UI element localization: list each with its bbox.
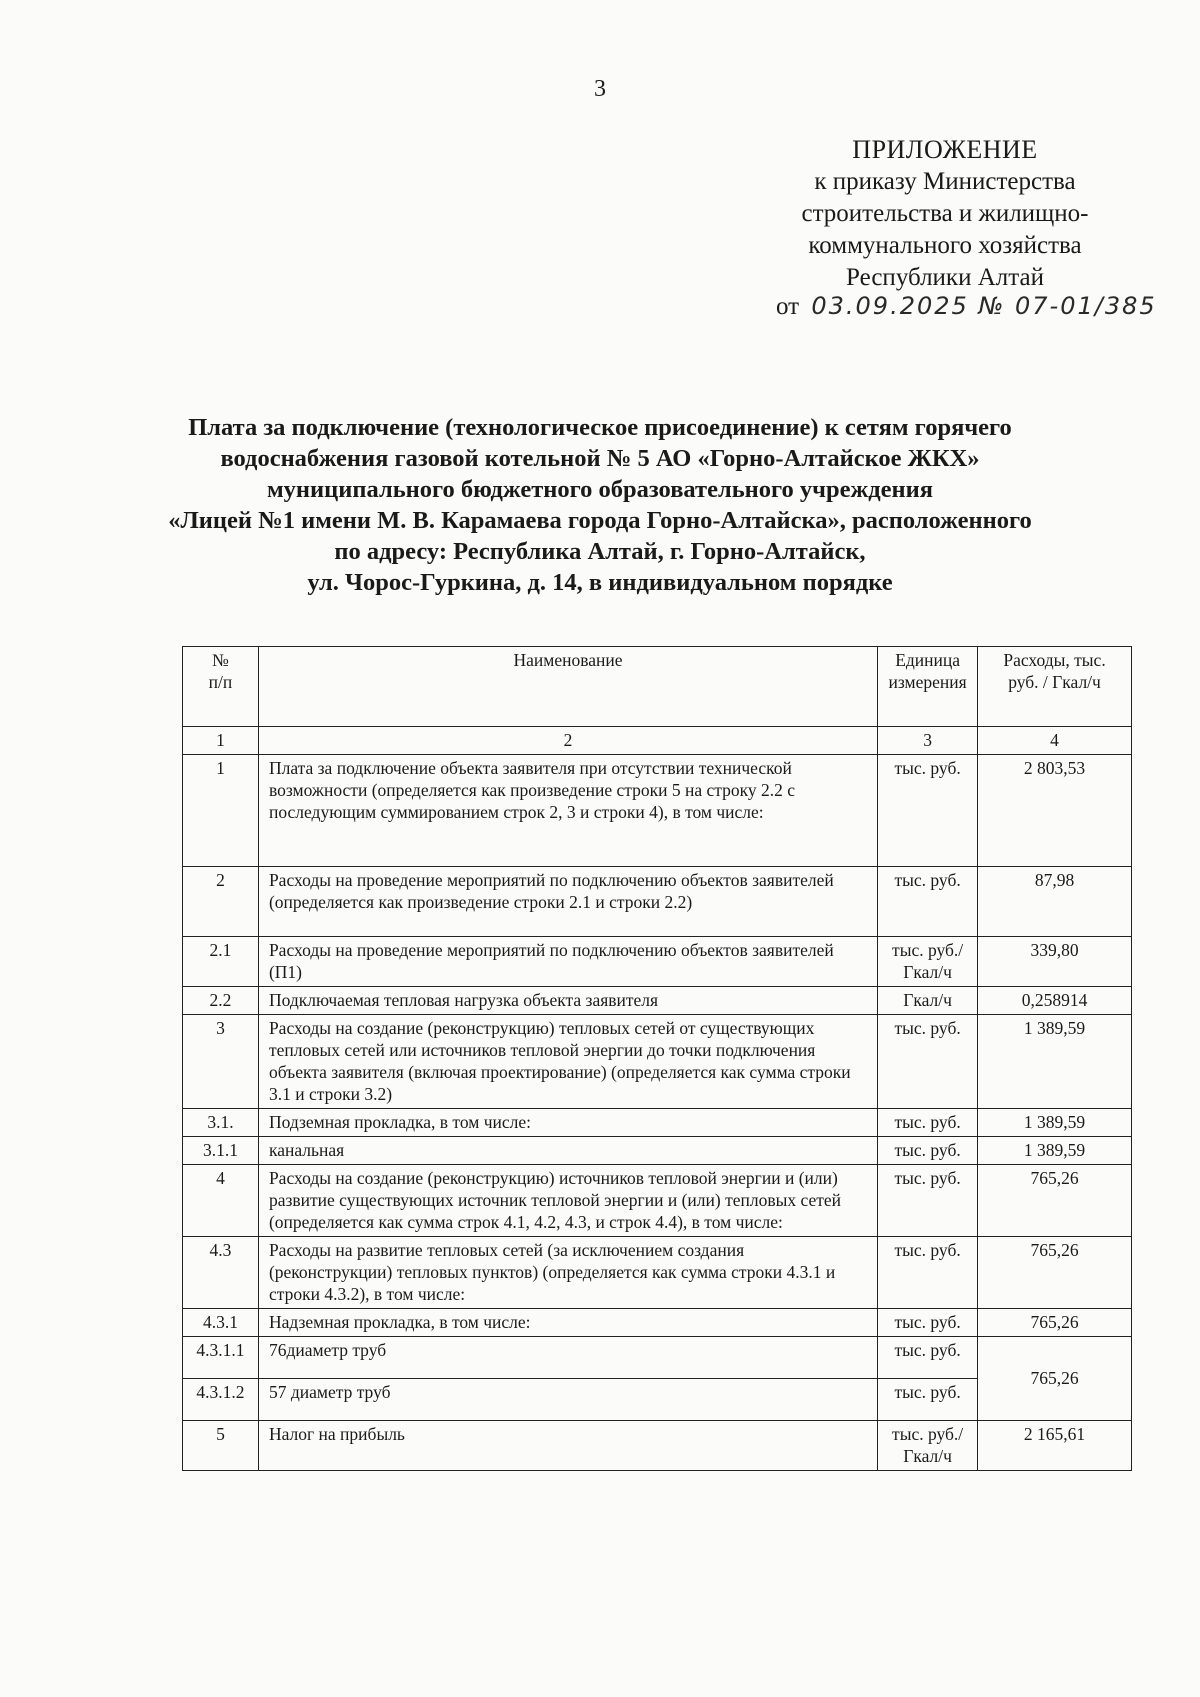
column-number: 4: [978, 727, 1132, 755]
row-value: 339,80: [978, 937, 1132, 987]
row-unit: тыс. руб.: [878, 1015, 978, 1109]
row-unit: тыс. руб.: [878, 1379, 978, 1421]
column-number: 1: [183, 727, 259, 755]
row-unit: тыс. руб.: [878, 1237, 978, 1309]
fee-table: [182, 646, 1132, 1471]
row-value: 2 165,61: [978, 1421, 1132, 1471]
row-name: Расходы на проведение мероприятий по подключению объектов заявителей (П1): [258, 937, 877, 987]
appendix-line-4: Республики Алтай: [846, 264, 1044, 291]
row-value: 1 389,59: [978, 1015, 1132, 1109]
row-unit: тыс. руб.: [878, 867, 978, 937]
header-num-line-2: п/п: [208, 672, 233, 692]
handwritten-date-number: 03.09.2025 № 07-01/385: [811, 292, 1157, 320]
table-row: [183, 1309, 1132, 1337]
title-line-1: Плата за подключение (технологическое присоединение) к сетям горячего: [188, 414, 1012, 441]
row-num: 5: [183, 1421, 259, 1471]
row-num: 2.2: [183, 987, 259, 1015]
header-unit-line-2: измерения: [888, 672, 967, 692]
row-unit: тыс. руб.: [878, 1137, 978, 1165]
table-row: [183, 1109, 1132, 1137]
row-name: Подземная прокладка, в том числе:: [258, 1109, 877, 1137]
row-name: канальная: [258, 1137, 877, 1165]
row-unit: Гкал/ч: [878, 987, 978, 1015]
row-num: 4.3: [183, 1237, 259, 1309]
row-name: Расходы на создание (реконструкцию) источников тепловой энергии и (или) развитие существующих источник тепловой энергии и (или) тепловых сетей (определяется как сумма строк 4.1, 4.2, 4.3, и строк 4.4), в том числе:: [258, 1165, 877, 1237]
document-title: [150, 412, 1050, 598]
table-row: [183, 1421, 1132, 1471]
column-number: 3: [878, 727, 978, 755]
header-name: Наименование: [258, 647, 877, 727]
row-num: 4.3.1: [183, 1309, 259, 1337]
appendix-heading: ПРИЛОЖЕНИЕ: [852, 135, 1038, 164]
appendix-line-2: строительства и жилищно-: [801, 200, 1089, 227]
row-unit: тыс. руб.: [878, 1337, 978, 1379]
header-num: [183, 647, 259, 727]
row-value: 2 803,53: [978, 755, 1132, 867]
row-name: 57 диаметр труб: [258, 1379, 877, 1421]
table-row: [183, 1237, 1132, 1309]
row-value-merged: 765,26: [978, 1337, 1132, 1421]
row-unit: тыс. руб./ Гкал/ч: [878, 937, 978, 987]
appendix-block: [760, 134, 1130, 294]
row-unit: тыс. руб.: [878, 755, 978, 867]
table-row: [183, 1137, 1132, 1165]
page-number: 3: [594, 76, 606, 102]
row-name: Налог на прибыль: [258, 1421, 877, 1471]
row-name: 76диаметр труб: [258, 1337, 877, 1379]
column-number-row: [183, 727, 1132, 755]
row-num: 3: [183, 1015, 259, 1109]
row-name: Расходы на создание (реконструкцию) тепловых сетей от существующих тепловых сетей или источников тепловой энергии до точки подключения объекта заявителя (включая проектирование) (определяется как сумма строки 3.1 и строки 3.2): [258, 1015, 877, 1109]
row-value: 87,98: [978, 867, 1132, 937]
row-unit: тыс. руб.: [878, 1309, 978, 1337]
row-value: 765,26: [978, 1309, 1132, 1337]
order-from-label: от: [776, 293, 800, 320]
header-cost: [978, 647, 1132, 727]
table-row: [183, 987, 1132, 1015]
row-value: 1 389,59: [978, 1137, 1132, 1165]
row-name: Расходы на проведение мероприятий по подключению объектов заявителей (определяется как произведение строки 2.1 и строки 2.2): [258, 867, 877, 937]
row-num: 1: [183, 755, 259, 867]
appendix-line-1: к приказу Министерства: [814, 168, 1076, 195]
column-number: 2: [258, 727, 877, 755]
table-row: [183, 1165, 1132, 1237]
table-header-row: [183, 647, 1132, 727]
row-num: 4.3.1.2: [183, 1379, 259, 1421]
header-cost-line-1: Расходы, тыс.: [1003, 650, 1106, 670]
row-unit: тыс. руб./ Гкал/ч: [878, 1421, 978, 1471]
row-name: Подключаемая тепловая нагрузка объекта заявителя: [258, 987, 877, 1015]
header-unit-line-1: Единица: [895, 650, 961, 670]
row-num: 4.3.1.1: [183, 1337, 259, 1379]
title-line-6: ул. Чорос-Гуркина, д. 14, в индивидуальном порядке: [307, 569, 893, 596]
row-num: 3.1.1: [183, 1137, 259, 1165]
row-num: 2: [183, 867, 259, 937]
row-name: Надземная прокладка, в том числе:: [258, 1309, 877, 1337]
title-line-2: водоснабжения газовой котельной № 5 АО «Горно-Алтайское ЖКХ»: [220, 445, 980, 472]
header-unit: [878, 647, 978, 727]
title-line-4: «Лицей №1 имени М. В. Карамаева города Горно-Алтайска», расположенного: [168, 507, 1032, 534]
row-name: Плата за подключение объекта заявителя при отсутствии технической возможности (определяется как произведение строки 5 на строку 2.2 с последующим суммированием строк 2, 3 и строки 4), в том числе:: [258, 755, 877, 867]
table-row: [183, 1337, 1132, 1379]
row-num: 4: [183, 1165, 259, 1237]
title-line-5: по адресу: Республика Алтай, г. Горно-Алтайск,: [334, 538, 866, 565]
row-num: 3.1.: [183, 1109, 259, 1137]
row-value: 0,258914: [978, 987, 1132, 1015]
appendix-line-3: коммунального хозяйства: [808, 232, 1082, 259]
title-line-3: муниципального бюджетного образовательного учреждения: [266, 476, 934, 503]
header-num-line-1: №: [212, 650, 229, 670]
order-date-line: [776, 292, 1157, 321]
table-row: [183, 937, 1132, 987]
table-row: [183, 1015, 1132, 1109]
row-value: 1 389,59: [978, 1109, 1132, 1137]
row-unit: тыс. руб.: [878, 1165, 978, 1237]
header-cost-line-2: руб. / Гкал/ч: [1008, 672, 1101, 692]
table-row: [183, 755, 1132, 867]
row-value: 765,26: [978, 1237, 1132, 1309]
row-unit: тыс. руб.: [878, 1109, 978, 1137]
table-row: [183, 867, 1132, 937]
row-name: Расходы на развитие тепловых сетей (за исключением создания (реконструкции) тепловых пунктов) (определяется как сумма строки 4.3.1 и строки 4.3.2), в том числе:: [258, 1237, 877, 1309]
row-num: 2.1: [183, 937, 259, 987]
row-value: 765,26: [978, 1165, 1132, 1237]
